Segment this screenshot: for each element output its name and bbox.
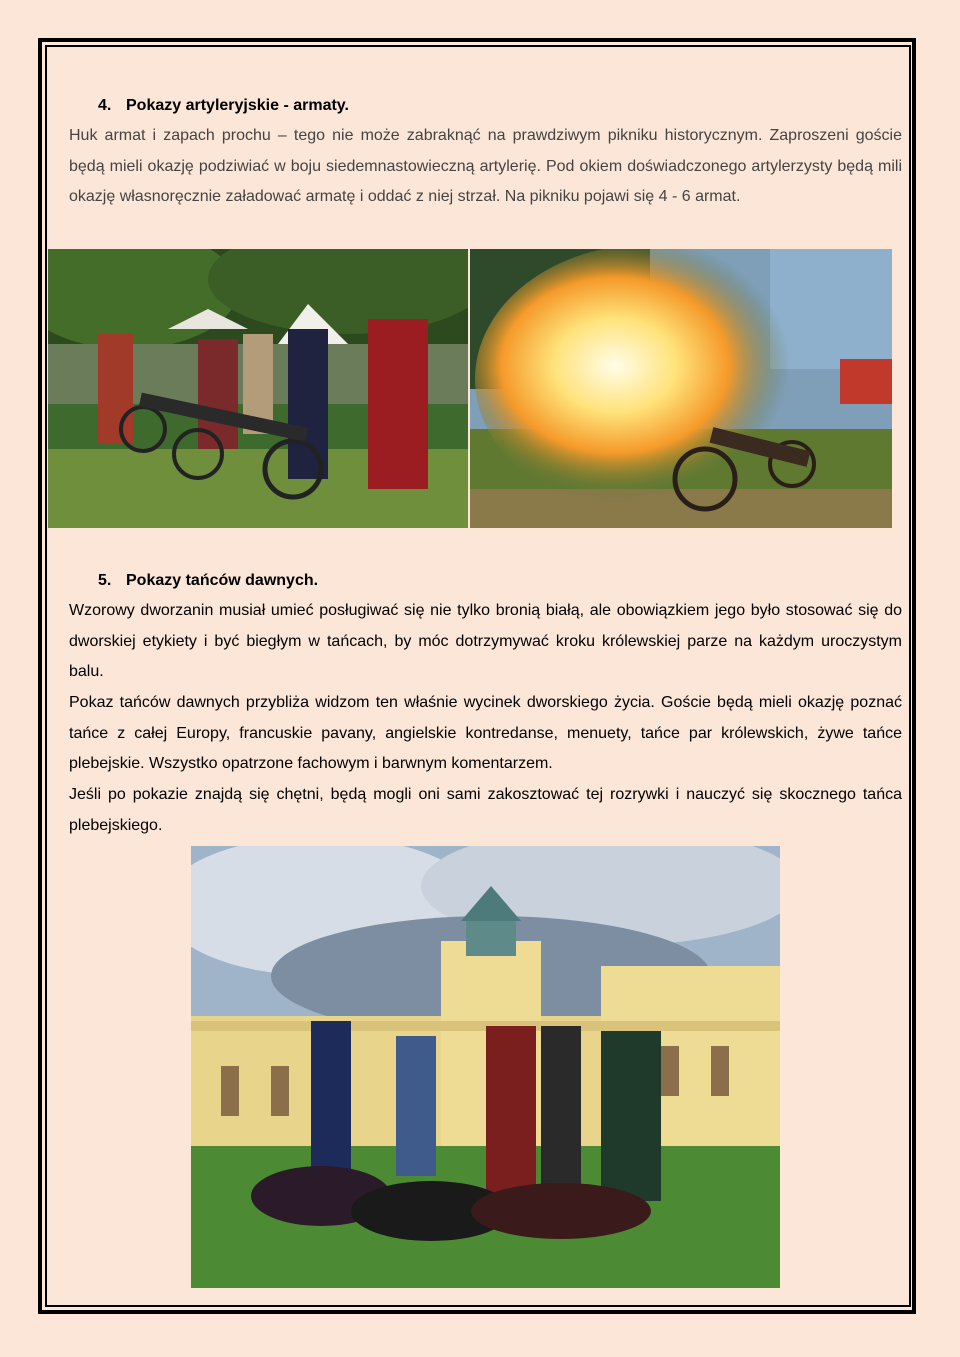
section-5-paragraph-3: Jeśli po pokazie znajdą się chętni, będą mogli oni sami zakosztować tej rozrywki i nauczyć się skocznego tańca plebejskiego. — [69, 786, 902, 834]
section-5-title: Pokazy tańców dawnych. — [126, 572, 319, 589]
section-4-number: 4. — [98, 97, 112, 114]
section-4-title: Pokazy artyleryjskie - armaty. — [126, 97, 349, 114]
cannon-firing-photo — [470, 249, 892, 528]
section-5-number: 5. — [98, 572, 112, 589]
section-4-heading — [98, 96, 349, 116]
section-5-paragraph-2: Pokaz tańców dawnych przybliża widzom ten właśnie wycinek dworskiego życia. Goście będą mieli okazję poznać tańce z całej Europy, francuskie pavany, angielskie kontredanse, menuety, tańce par królewskich, żywe tańce plebejskie. Wszystko opatrzone fachowym i barwnym komentarzem. — [69, 694, 902, 772]
section-5-heading — [98, 571, 318, 591]
cannons-reenactors-photo — [48, 249, 468, 528]
section-4-paragraph: Huk armat i zapach prochu – tego nie może zabraknąć na prawdziwym pikniku historycznym. Zaproszeni goście będą mieli okazję podziwiać w boju siedemnastowieczną artylerię. Pod okiem doświadczonego artylerzysty będą mili okazję własnoręcznie załadować armatę i oddać z niej strzał. Na pikniku pojawi się 4 - 6 armat. — [69, 127, 902, 205]
dancers-palace-photo — [191, 846, 780, 1288]
section-5-paragraph-1: Wzorowy dworzanin musiał umieć posługiwać się nie tylko bronią białą, ale obowiązkiem jego było stosować się do dworskiej etykiety i być biegłym w tańcach, by móc dotrzymywać kroku królewskiej parze na każdym uroczystym balu. — [69, 602, 902, 680]
